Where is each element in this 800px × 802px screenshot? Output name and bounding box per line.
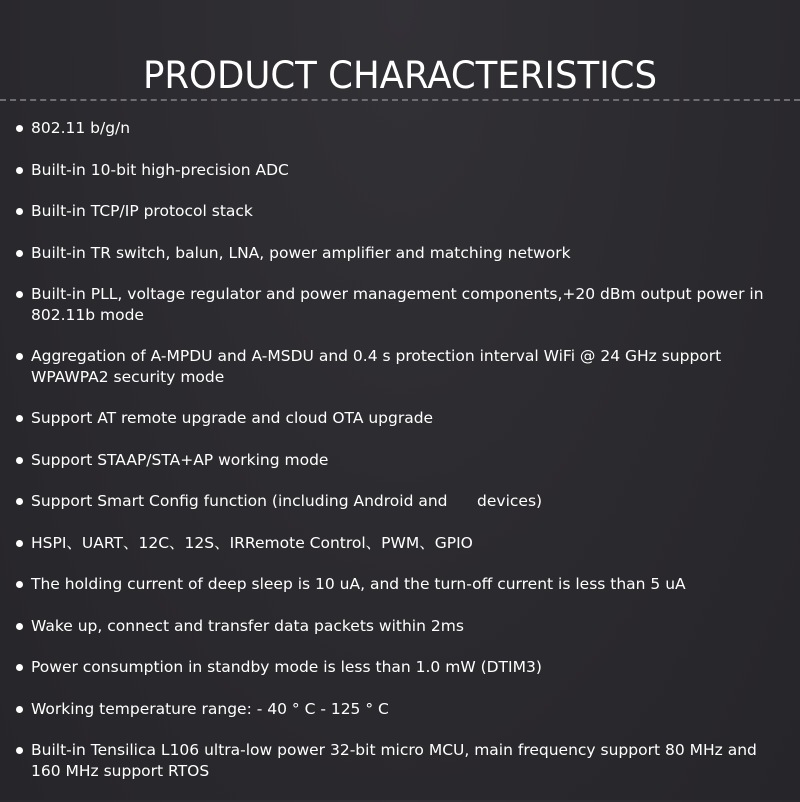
list-item: [0, 243, 800, 264]
list-item: [0, 657, 800, 678]
list-item: [0, 574, 800, 595]
list-item: [0, 201, 800, 222]
list-item: [0, 616, 800, 637]
bullet-icon: [16, 457, 23, 464]
list-item: [0, 118, 800, 139]
feature-text: Working temperature range: - 40 ° C - 125 ° C: [31, 699, 389, 718]
bullet-icon: [16, 291, 23, 298]
bullet-icon: [16, 623, 23, 630]
bullet-icon: [16, 664, 23, 671]
feature-text: Support AT remote upgrade and cloud OTA upgrade: [31, 409, 434, 427]
bullet-icon: [16, 581, 23, 588]
list-item: [0, 160, 800, 181]
feature-text: 802.11 b/g/n: [31, 119, 131, 137]
title-divider: [0, 99, 800, 101]
feature-text: Built-in PLL, voltage regulator and power management components,+20 dBm output power in 802.11b mode: [31, 285, 764, 324]
list-item: [0, 408, 800, 429]
list-item: [0, 699, 800, 720]
feature-text: Support STAAP/STA+AP working mode: [31, 450, 329, 469]
feature-text: Wake up, connect and transfer data packets within 2ms: [31, 616, 464, 635]
bullet-icon: [16, 415, 23, 422]
list-item: [0, 533, 800, 554]
feature-text: Aggregation of A-MPDU and A-MSDU and 0.4 s protection interval WiFi @ 24 GHz support WPAWPA2 security mode: [31, 347, 722, 386]
list-item: [0, 346, 800, 388]
feature-list: [0, 118, 800, 802]
list-item: [0, 491, 800, 512]
bullet-icon: [16, 208, 23, 215]
feature-text: HSPI、UART、12C、12S、IRRemote Control、PWM、GPIO: [31, 533, 473, 552]
feature-text: Built-in TR switch, balun, LNA, power amplifier and matching network: [31, 243, 571, 262]
bullet-icon: [16, 498, 23, 505]
bullet-icon: [16, 706, 23, 713]
bullet-icon: [16, 250, 23, 257]
bullet-icon: [16, 540, 23, 547]
feature-text: Built-in Tensilica L106 ultra-low power 32-bit micro MCU, main frequency support 80 MHz and 160 MHz support RTOS: [31, 741, 757, 780]
feature-text: Built-in TCP/IP protocol stack: [31, 202, 253, 220]
list-item: [0, 284, 800, 326]
bullet-icon: [16, 167, 23, 174]
list-item: [0, 450, 800, 471]
feature-text: Power consumption in standby mode is less than 1.0 mW (DTIM3): [31, 658, 542, 676]
bullet-icon: [16, 747, 23, 754]
page-title: PRODUCT CHARACTERISTICS: [142, 53, 658, 97]
feature-text: The holding current of deep sleep is 10 uA, and the turn-off current is less than 5 uA: [31, 575, 686, 593]
list-item: [0, 740, 800, 782]
bullet-icon: [16, 353, 23, 360]
feature-text: Support Smart Config function (including Android and devices): [31, 492, 543, 510]
bullet-icon: [16, 125, 23, 132]
feature-text: Built-in 10-bit high-precision ADC: [31, 160, 289, 179]
